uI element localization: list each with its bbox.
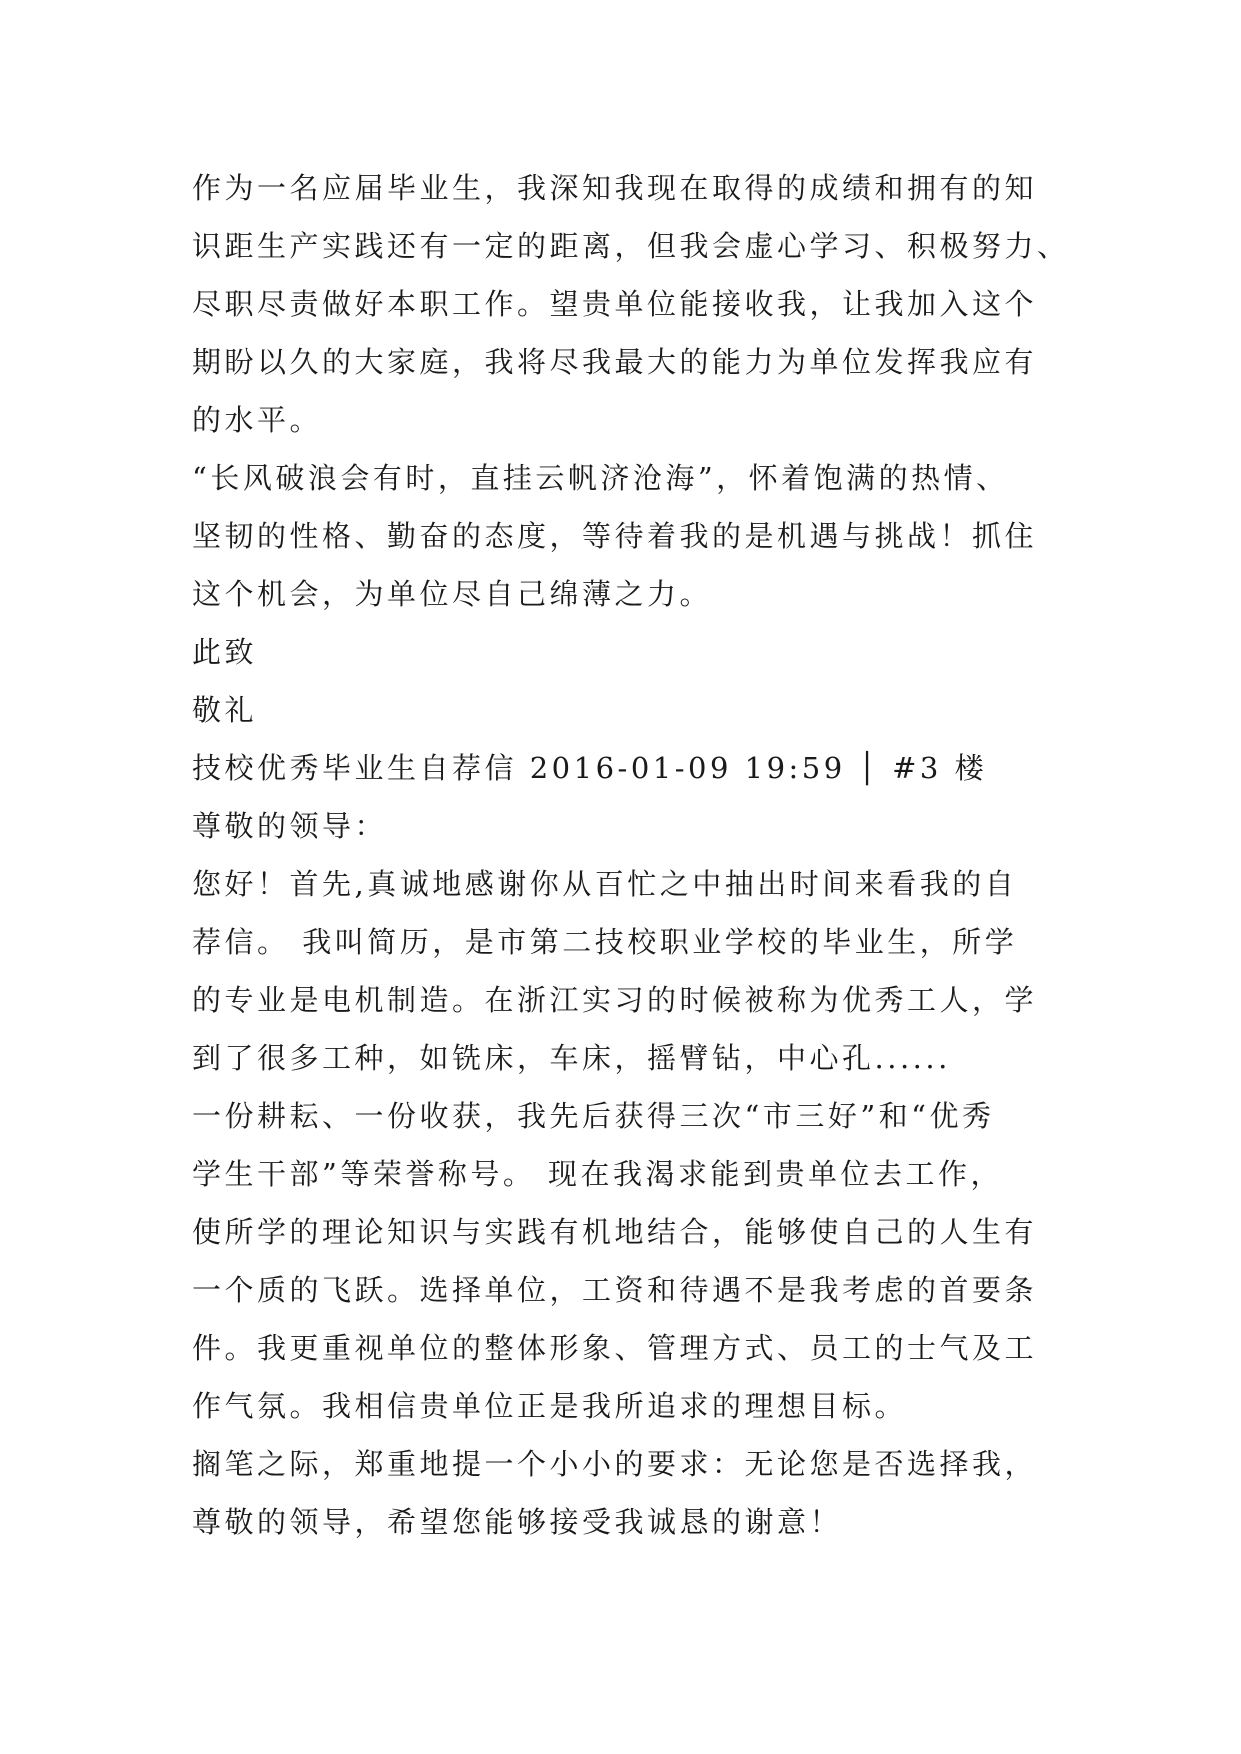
text-line: 您好！首先,真诚地感谢你从百忙之中抽出时间来看我的自 [192, 867, 1018, 901]
letter-body [192, 159, 1092, 1551]
letter-greeting: 尊敬的领导： [192, 809, 388, 843]
text-line: 的水平。 [192, 403, 323, 437]
text-line: 尊敬的领导，希望您能够接受我诚恳的谢意！ [192, 1505, 843, 1539]
closing-regards: 敬礼 [192, 693, 258, 727]
text-line: 的专业是电机制造。在浙江实习的时候被称为优秀工人，学 [192, 983, 1038, 1017]
text-line: 搁笔之际，郑重地提一个小小的要求：无论您是否选择我， [192, 1447, 1038, 1481]
text-line: 荐信。 我叫简历，是市第二技校职业学校的毕业生，所学 [192, 925, 1018, 959]
text-line: “长风破浪会有时，直挂云帆济沧海”，怀着饱满的热情、 [192, 461, 1009, 495]
text-line: 一个质的飞跃。选择单位，工资和待遇不是我考虑的首要条 [192, 1273, 1038, 1307]
text-line: 使所学的理论知识与实践有机地结合，能够使自己的人生有 [192, 1215, 1038, 1249]
post-header: 技校优秀毕业生自荐信 2016-01-09 19:59 │ #3 楼 [192, 751, 988, 785]
text-line: 作为一名应届毕业生，我深知我现在取得的成绩和拥有的知 [192, 171, 1038, 205]
text-line: 作气氛。我相信贵单位正是我所追求的理想目标。 [192, 1389, 908, 1423]
text-line: 坚韧的性格、勤奋的态度，等待着我的是机遇与挑战！抓住 [192, 519, 1038, 553]
text-line: 到了很多工种，如铣床，车床，摇臂钻，中心孔...... [192, 1041, 951, 1075]
text-line: 学生干部”等荣誉称号。 现在我渴求能到贵单位去工作， [192, 1157, 1004, 1191]
text-line: 期盼以久的大家庭，我将尽我最大的能力为单位发挥我应有 [192, 345, 1038, 379]
text-line: 件。我更重视单位的整体形象、管理方式、员工的士气及工 [192, 1331, 1038, 1365]
text-line: 一份耕耘、一份收获，我先后获得三次“市三好”和“优秀 [192, 1099, 995, 1133]
text-line: 尽职尽责做好本职工作。望贵单位能接收我，让我加入这个 [192, 287, 1038, 321]
text-line: 识距生产实践还有一定的距离，但我会虚心学习、积极努力、 [192, 229, 1070, 263]
text-line: 这个机会，为单位尽自己绵薄之力。 [192, 577, 713, 611]
closing-salutation: 此致 [192, 635, 258, 669]
